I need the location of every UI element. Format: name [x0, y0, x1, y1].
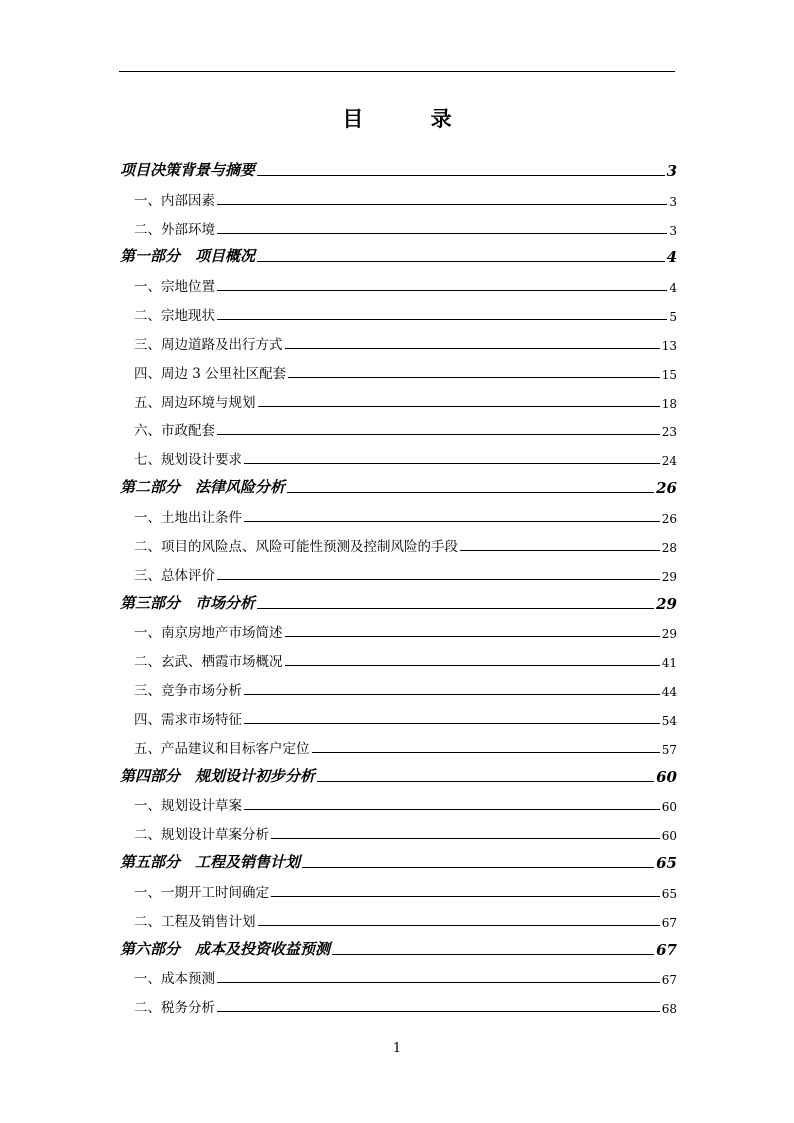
toc-entry-page-number: 18	[661, 396, 677, 411]
toc-entry-page-number: 15	[661, 367, 677, 382]
toc-leader-line	[285, 636, 660, 637]
toc-item-entry[interactable]	[120, 502, 677, 531]
toc-section-entry[interactable]	[120, 589, 677, 618]
toc-section-entry[interactable]	[120, 935, 677, 964]
toc-entry-page-number: 67	[656, 940, 677, 959]
toc-item-entry[interactable]	[120, 444, 677, 473]
toc-entry-label: 一、宗地位置	[134, 279, 215, 296]
toc-entry-label: 一、南京房地产市场简述	[134, 625, 283, 642]
toc-entry-label: 四、周边 3 公里社区配套	[134, 365, 287, 382]
toc-entry-page-number: 29	[661, 569, 677, 584]
toc-entry-label: 五、产品建议和目标客户定位	[134, 740, 310, 757]
toc-section-entry[interactable]	[120, 762, 677, 791]
toc-entry-label: 第二部分 法律风险分析	[120, 478, 286, 497]
toc-entry-page-number: 3	[669, 223, 677, 238]
toc-item-entry[interactable]	[120, 214, 677, 243]
toc-entry-page-number: 26	[661, 511, 677, 526]
toc-entry-page-number: 60	[661, 800, 677, 815]
toc-entry-label: 第六部分 成本及投资收益预测	[120, 939, 331, 958]
toc-leader-line	[285, 348, 660, 349]
toc-leader-line	[285, 665, 660, 666]
toc-entry-page-number: 3	[669, 194, 677, 209]
toc-leader-line	[217, 434, 660, 435]
toc-leader-line	[244, 521, 660, 522]
toc-entry-page-number: 67	[661, 915, 677, 930]
toc-title: 目 录	[342, 106, 482, 131]
toc-entry-page-number: 65	[661, 886, 677, 901]
toc-entry-label: 三、周边道路及出行方式	[134, 336, 283, 353]
toc-entry-label: 一、一期开工时间确定	[134, 884, 269, 901]
toc-entry-page-number: 29	[661, 627, 677, 642]
toc-entry-page-number: 54	[661, 713, 677, 728]
toc-item-entry[interactable]	[120, 964, 677, 993]
toc-item-entry[interactable]	[120, 646, 677, 675]
toc-item-entry[interactable]	[120, 791, 677, 820]
toc-item-entry[interactable]	[120, 819, 677, 848]
toc-entry-page-number: 26	[656, 479, 677, 498]
toc-leader-line	[217, 579, 660, 580]
toc-entry-page-number: 29	[656, 594, 677, 613]
toc-section-entry[interactable]	[120, 156, 677, 185]
toc-entry-page-number: 57	[661, 742, 677, 757]
toc-entry-label: 项目决策背景与摘要	[120, 160, 256, 179]
page-number: 1	[392, 1041, 402, 1056]
toc-entry-page-number: 23	[661, 425, 677, 440]
toc-entry-page-number: 67	[661, 973, 677, 988]
toc-entry-page-number: 4	[666, 248, 677, 267]
toc-entry-label: 第一部分 项目概况	[120, 247, 256, 266]
table-of-contents	[120, 156, 677, 1021]
toc-leader-line	[244, 694, 660, 695]
toc-entry-label: 第五部分 工程及销售计划	[120, 853, 301, 872]
toc-entry-label: 三、竞争市场分析	[134, 683, 242, 700]
toc-entry-label: 第四部分 规划设计初步分析	[120, 766, 316, 785]
toc-leader-line	[217, 982, 660, 983]
toc-entry-label: 二、玄武、栖霞市场概况	[134, 654, 283, 671]
toc-item-entry[interactable]	[120, 271, 677, 300]
toc-entry-page-number: 28	[661, 540, 677, 555]
toc-leader-line	[257, 175, 665, 176]
toc-leader-line	[217, 233, 667, 234]
toc-leader-line	[217, 319, 667, 320]
toc-leader-line	[287, 492, 654, 493]
toc-entry-label: 一、土地出让条件	[134, 509, 242, 526]
toc-entry-label: 一、规划设计草案	[134, 798, 242, 815]
toc-entry-label: 二、宗地现状	[134, 308, 215, 325]
toc-entry-page-number: 13	[661, 338, 677, 353]
toc-entry-label: 七、规划设计要求	[134, 452, 242, 469]
toc-leader-line	[317, 781, 654, 782]
toc-entry-label: 二、税务分析	[134, 1000, 215, 1017]
toc-section-entry[interactable]	[120, 473, 677, 502]
toc-item-entry[interactable]	[120, 675, 677, 704]
toc-entry-page-number: 4	[669, 281, 677, 296]
toc-item-entry[interactable]	[120, 877, 677, 906]
toc-item-entry[interactable]	[120, 185, 677, 214]
toc-leader-line	[271, 896, 660, 897]
toc-item-entry[interactable]	[120, 618, 677, 647]
toc-entry-label: 一、内部因素	[134, 192, 215, 209]
toc-entry-label: 五、周边环境与规划	[134, 394, 256, 411]
toc-section-entry[interactable]	[120, 243, 677, 272]
toc-entry-page-number: 5	[669, 310, 677, 325]
toc-entry-page-number: 41	[661, 656, 677, 671]
toc-item-entry[interactable]	[120, 387, 677, 416]
toc-leader-line	[217, 1011, 660, 1012]
toc-entry-page-number: 65	[656, 854, 677, 873]
toc-leader-line	[258, 925, 660, 926]
toc-item-entry[interactable]	[120, 358, 677, 387]
toc-entry-page-number: 44	[661, 685, 677, 700]
toc-entry-label: 三、总体评价	[134, 567, 215, 584]
toc-entry-label: 二、外部环境	[134, 221, 215, 238]
toc-item-entry[interactable]	[120, 300, 677, 329]
toc-leader-line	[244, 809, 660, 810]
toc-entry-page-number: 24	[661, 454, 677, 469]
toc-item-entry[interactable]	[120, 992, 677, 1021]
toc-section-entry[interactable]	[120, 848, 677, 877]
toc-entry-label: 二、规划设计草案分析	[134, 827, 269, 844]
toc-entry-page-number: 60	[656, 767, 677, 786]
toc-leader-line	[258, 406, 660, 407]
toc-leader-line	[217, 290, 667, 291]
toc-leader-line	[257, 261, 665, 262]
toc-entry-page-number: 3	[666, 161, 677, 180]
toc-leader-line	[312, 752, 660, 753]
toc-leader-line	[302, 867, 654, 868]
toc-leader-line	[244, 723, 660, 724]
toc-entry-label: 一、成本预测	[134, 971, 215, 988]
toc-entry-label: 二、项目的风险点、风险可能性预测及控制风险的手段	[134, 538, 458, 555]
toc-entry-label: 六、市政配套	[134, 423, 215, 440]
toc-leader-line	[460, 550, 660, 551]
toc-item-entry[interactable]	[120, 704, 677, 733]
toc-item-entry[interactable]	[120, 906, 677, 935]
toc-leader-line	[332, 954, 654, 955]
toc-leader-line	[257, 608, 654, 609]
toc-entry-label: 二、工程及销售计划	[134, 913, 256, 930]
toc-entry-page-number: 68	[661, 1002, 677, 1017]
toc-item-entry[interactable]	[120, 733, 677, 762]
toc-leader-line	[217, 204, 667, 205]
toc-entry-page-number: 60	[661, 829, 677, 844]
toc-leader-line	[244, 463, 660, 464]
toc-item-entry[interactable]	[120, 531, 677, 560]
toc-entry-label: 四、需求市场特征	[134, 711, 242, 728]
toc-leader-line	[271, 838, 660, 839]
header-rule	[119, 71, 675, 72]
toc-item-entry[interactable]	[120, 560, 677, 589]
toc-item-entry[interactable]	[120, 416, 677, 445]
toc-entry-label: 第三部分 市场分析	[120, 593, 256, 612]
toc-item-entry[interactable]	[120, 329, 677, 358]
toc-leader-line	[288, 377, 660, 378]
